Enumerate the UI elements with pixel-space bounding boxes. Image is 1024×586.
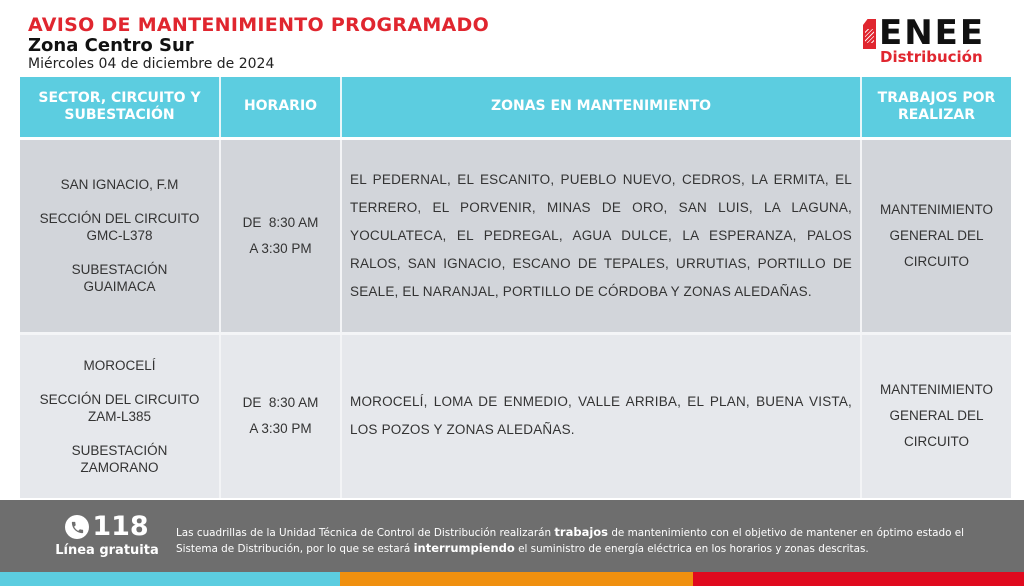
maintenance-table xyxy=(20,77,1011,498)
logo-brand: ENEE xyxy=(879,13,986,53)
zones-cell: EL PEDERNAL, EL ESCANITO, PUEBLO NUEVO, CEDROS, LA ERMITA, EL TERRERO, EL PORVENIR, MINAS DE ORO, SAN LUIS, LA LAGUNA, YOCULATECA, EL PEDREGAL, AGUA DULCE, LA ESPERANZA, PALOS RALOS, SAN IGNACIO, ESCANO DE TEPALES, URRUTIAS, PORTILLO DE SEALE, EL NARANJAL, PORTILLO DE CÓRDOBA Y ZONAS ALEDAÑAS. xyxy=(341,138,861,333)
hotline xyxy=(52,512,162,559)
work-line: GENERAL DEL xyxy=(889,227,984,243)
sector-cell xyxy=(20,138,220,333)
table-row xyxy=(20,138,1011,333)
column-header-sector: SECTOR, CIRCUITO Y SUBESTACIÓN xyxy=(20,77,220,138)
work-line: CIRCUITO xyxy=(903,434,969,450)
circuit-code: ZAM-L385 xyxy=(87,408,152,424)
stripe-cyan xyxy=(0,572,340,586)
schedule-to: A 3:30 PM xyxy=(249,240,312,256)
column-header-zones: ZONAS EN MANTENIMIENTO xyxy=(341,77,861,138)
column-header-schedule: HORARIO xyxy=(220,77,341,138)
hotline-label: Línea gratuita xyxy=(55,543,159,558)
substation-label: SUBESTACIÓN xyxy=(71,262,168,277)
work-cell xyxy=(861,333,1011,498)
brand-stripes xyxy=(0,572,1024,586)
notice-header xyxy=(28,14,489,73)
circuit-label: SECCIÓN DEL CIRCUITO xyxy=(39,211,200,226)
zones-cell: MOROCELÍ, LOMA DE ENMEDIO, VALLE ARRIBA, EL PLAN, BUENA VISTA, LOS POZOS Y ZONAS ALEDAÑAS. xyxy=(341,333,861,498)
logo-subtitle: Distribución xyxy=(880,48,983,66)
schedule-from: DE 8:30 AM xyxy=(242,395,319,411)
notice-text: de mantenimiento con el objetivo de mantener en óptimo estado el Sistema de Distribución, por lo que se estará xyxy=(176,527,965,555)
substation-name: ZAMORANO xyxy=(80,459,159,475)
sector-name: SAN IGNACIO, F.M xyxy=(60,177,179,192)
notice-text: Las cuadrillas de la Unidad Técnica de Control de Distribución realizarán xyxy=(176,527,555,539)
footer-notice xyxy=(176,525,1006,557)
sector-name: MOROCELÍ xyxy=(83,357,156,373)
work-line: GENERAL DEL xyxy=(889,408,984,424)
column-header-work: TRABAJOS POR REALIZAR xyxy=(861,77,1011,138)
stripe-orange xyxy=(340,572,693,586)
schedule-to: A 3:30 PM xyxy=(249,421,312,437)
schedule-from: DE 8:30 AM xyxy=(242,214,319,230)
table-header-row xyxy=(20,77,1011,138)
work-line: CIRCUITO xyxy=(903,253,969,269)
zone-name: Zona Centro Sur xyxy=(28,35,194,56)
hotline-number: 118 xyxy=(92,511,149,542)
circuit-label: SECCIÓN DEL CIRCUITO xyxy=(39,391,200,407)
schedule-cell xyxy=(220,138,341,333)
circuit-code: GMC-L378 xyxy=(86,228,153,243)
work-line: MANTENIMIENTO xyxy=(879,201,993,217)
table-row xyxy=(20,333,1011,498)
notice-title: AVISO DE MANTENIMIENTO PROGRAMADO xyxy=(28,14,490,36)
enee-tower-icon xyxy=(863,19,876,49)
notice-emphasis: trabajos xyxy=(554,525,609,539)
notice-emphasis: interrumpiendo xyxy=(413,541,515,555)
enee-logo xyxy=(862,13,1008,68)
schedule-cell xyxy=(220,333,341,498)
work-cell xyxy=(861,138,1011,333)
notice-date: Miércoles 04 de diciembre de 2024 xyxy=(28,56,275,72)
sector-cell xyxy=(20,333,220,498)
footer-bar xyxy=(0,500,1024,572)
work-line: MANTENIMIENTO xyxy=(879,382,993,398)
substation-name: GUAIMACA xyxy=(83,279,156,294)
substation-label: SUBESTACIÓN xyxy=(71,442,168,458)
phone-icon xyxy=(65,515,89,539)
stripe-red xyxy=(693,572,1024,586)
notice-text: el suministro de energía eléctrica en los horarios y zonas descritas. xyxy=(514,543,869,555)
